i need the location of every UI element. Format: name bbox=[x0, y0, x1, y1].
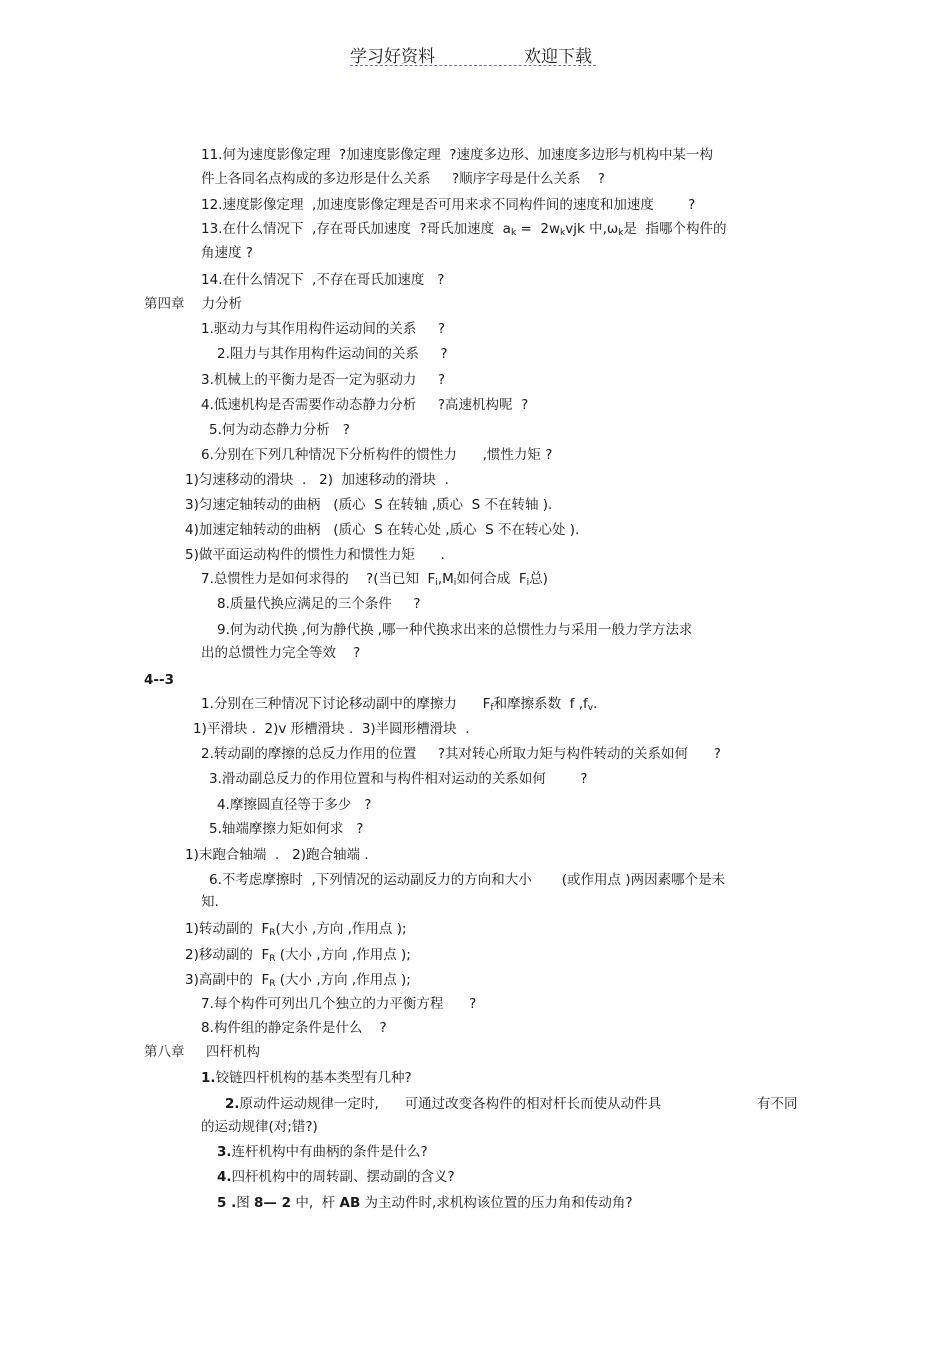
item-number: 3. bbox=[217, 1144, 232, 1160]
text-line bbox=[225, 1095, 661, 1113]
text-line: 14.在什么情况下 ,不存在哥氏加速度 ? bbox=[201, 272, 445, 288]
text-line: 9.何为动代换 ,何为静代换 ,哪一种代换求出来的总惯性力与采用一般力学方法求 bbox=[217, 622, 693, 638]
text-line: 件上各同名点构成的多边形是什么关系 ?顺序字母是什么关系 ? bbox=[201, 171, 605, 187]
text-fragment: 为主动件时,求机构该位置的压力角和传动角? bbox=[360, 1195, 633, 1211]
text-line bbox=[185, 971, 411, 989]
subscript: k bbox=[560, 228, 566, 238]
text-fragment: = 2w bbox=[516, 221, 560, 237]
subscript: k bbox=[618, 228, 624, 238]
text-line: 出的总惯性力完全等效 ? bbox=[201, 645, 361, 661]
subscript: k bbox=[510, 228, 517, 238]
text-line: 1.驱动力与其作用构件运动间的关系 ? bbox=[201, 321, 446, 337]
text-line: 1)匀速移动的滑块 . 2) 加速移动的滑块 . bbox=[185, 472, 449, 488]
text-line: 的运动规律(对;错?) bbox=[201, 1119, 318, 1135]
text-fragment: 2)移动副的 F bbox=[185, 947, 270, 963]
text-fragment: 和摩擦系数 f ,f bbox=[493, 696, 588, 712]
item-number: 5 . bbox=[217, 1195, 237, 1211]
text-line bbox=[201, 220, 726, 238]
text-line: 6.不考虑摩擦时 ,下列情况的运动副反力的方向和大小 (或作用点 )两因素哪个是未 bbox=[209, 872, 726, 888]
text-line: 有不同 bbox=[757, 1096, 798, 1112]
subscript: v bbox=[587, 703, 594, 713]
text-line: 3.滑动副总反力的作用位置和与构件相对运动的关系如何 ? bbox=[209, 771, 588, 787]
text-line: 3.机械上的平衡力是否一定为驱动力 ? bbox=[201, 372, 446, 388]
text-fragment: (大小 ,方向 ,作用点 ); bbox=[275, 972, 411, 988]
text-line bbox=[217, 1168, 455, 1186]
text-fragment: 总) bbox=[529, 571, 548, 587]
text-line: 2.转动副的摩擦的总反力作用的位置 ?其对转心所取力矩与构件转动的关系如何 ? bbox=[201, 746, 721, 762]
subscript: i bbox=[453, 578, 457, 588]
subscript: f bbox=[490, 703, 494, 713]
text-fragment: vjk 中,ω bbox=[565, 221, 619, 237]
text-line bbox=[185, 920, 407, 938]
text-line: 4)加速定轴转动的曲柄 (质心 S 在转心处 ,质心 S 不在转心处 ). bbox=[185, 522, 580, 538]
link-ref: AB bbox=[339, 1195, 361, 1211]
text-line: 1)平滑块 . 2)v 形槽滑块 . 3)半圆形槽滑块 . bbox=[193, 721, 470, 737]
text-line: 5)做平面运动构件的惯性力和惯性力矩 . bbox=[185, 547, 445, 563]
text-fragment: 原动件运动规律一定时, 可通过改变各构件的相对杆长而使从动件具 bbox=[239, 1096, 662, 1112]
text-fragment: 1.分别在三种情况下讨论移动副中的摩擦力 F bbox=[201, 696, 491, 712]
chapter-heading: 第四章 力分析 bbox=[144, 296, 243, 312]
text-fragment: . bbox=[593, 696, 598, 712]
subscript: R bbox=[269, 928, 276, 938]
item-number: 4. bbox=[217, 1169, 232, 1185]
text-fragment: 13.在什么情况下 ,存在哥氏加速度 ?哥氏加速度 a bbox=[201, 221, 511, 237]
text-line: 知. bbox=[201, 894, 219, 910]
text-fragment: (大小 ,方向 ,作用点 ); bbox=[275, 921, 407, 937]
item-number: 2. bbox=[225, 1096, 240, 1112]
text-line: 11.何为速度影像定理 ?加速度影像定理 ?速度多边形、加速度多边形与机构中某一构 bbox=[201, 147, 713, 163]
header-right: 欢迎下载 bbox=[524, 47, 592, 67]
text-line bbox=[185, 946, 411, 964]
text-fragment: 铰链四杆机构的基本类型有几种? bbox=[215, 1070, 412, 1086]
text-line bbox=[201, 570, 548, 588]
header-rule bbox=[350, 65, 596, 66]
chapter-heading: 第八章 四杆机构 bbox=[144, 1044, 260, 1060]
figure-ref: 8— 2 bbox=[254, 1195, 292, 1211]
subscript: R bbox=[269, 979, 276, 989]
text-fragment: 如何合成 F bbox=[456, 571, 527, 587]
text-fragment: 四杆机构中的周转副、摆动副的含义? bbox=[231, 1169, 455, 1185]
text-fragment: 7.总惯性力是如何求得的 ?(当已知 F bbox=[201, 571, 436, 587]
text-fragment: 图 bbox=[236, 1195, 255, 1211]
text-line: 7.每个构件可列出几个独立的力平衡方程 ? bbox=[201, 996, 477, 1012]
text-line bbox=[201, 1069, 412, 1087]
text-line: 4.低速机构是否需要作动态静力分析 ?高速机构呢 ? bbox=[201, 397, 529, 413]
subscript: i bbox=[435, 578, 438, 588]
text-line: 角速度 ? bbox=[201, 245, 253, 261]
text-line: 8.质量代换应满足的三个条件 ? bbox=[217, 596, 421, 612]
text-line: 6.分别在下列几种情况下分析构件的惯性力 ,惯性力矩 ? bbox=[201, 447, 553, 463]
header-left: 学习好资料 bbox=[350, 47, 435, 67]
text-line bbox=[217, 1143, 428, 1161]
text-line: 1)末跑合轴端 . 2)跑合轴端 . bbox=[185, 847, 369, 863]
text-line: 3)匀速定轴转动的曲柄 (质心 S 在转轴 ,质心 S 不在转轴 ). bbox=[185, 497, 553, 513]
text-fragment: 是 指哪个构件的 bbox=[623, 221, 727, 237]
text-fragment: (大小 ,方向 ,作用点 ); bbox=[275, 947, 411, 963]
text-line bbox=[217, 1194, 633, 1212]
text-fragment: 3)高副中的 F bbox=[185, 972, 270, 988]
page-header bbox=[0, 42, 950, 70]
text-line: 4.摩擦圆直径等于多少 ? bbox=[217, 797, 372, 813]
section-heading: 4--3 bbox=[144, 672, 174, 688]
text-fragment: 1)转动副的 F bbox=[185, 921, 270, 937]
subscript: R bbox=[269, 954, 276, 964]
text-fragment: ,M bbox=[437, 571, 454, 587]
text-fragment: 连杆机构中有曲柄的条件是什么? bbox=[231, 1144, 428, 1160]
text-line: 8.构件组的静定条件是什么 ? bbox=[201, 1020, 387, 1036]
text-line bbox=[201, 695, 597, 713]
item-number: 1. bbox=[201, 1070, 216, 1086]
text-fragment: 中, 杆 bbox=[291, 1195, 340, 1211]
text-line: 5.轴端摩擦力矩如何求 ? bbox=[209, 821, 364, 837]
text-line: 2.阻力与其作用构件运动间的关系 ? bbox=[217, 346, 448, 362]
text-line: 5.何为动态静力分析 ? bbox=[209, 422, 350, 438]
text-line: 12.速度影像定理 ,加速度影像定理是否可用来求不同构件间的速度和加速度 ? bbox=[201, 197, 696, 213]
subscript: i bbox=[526, 578, 530, 588]
